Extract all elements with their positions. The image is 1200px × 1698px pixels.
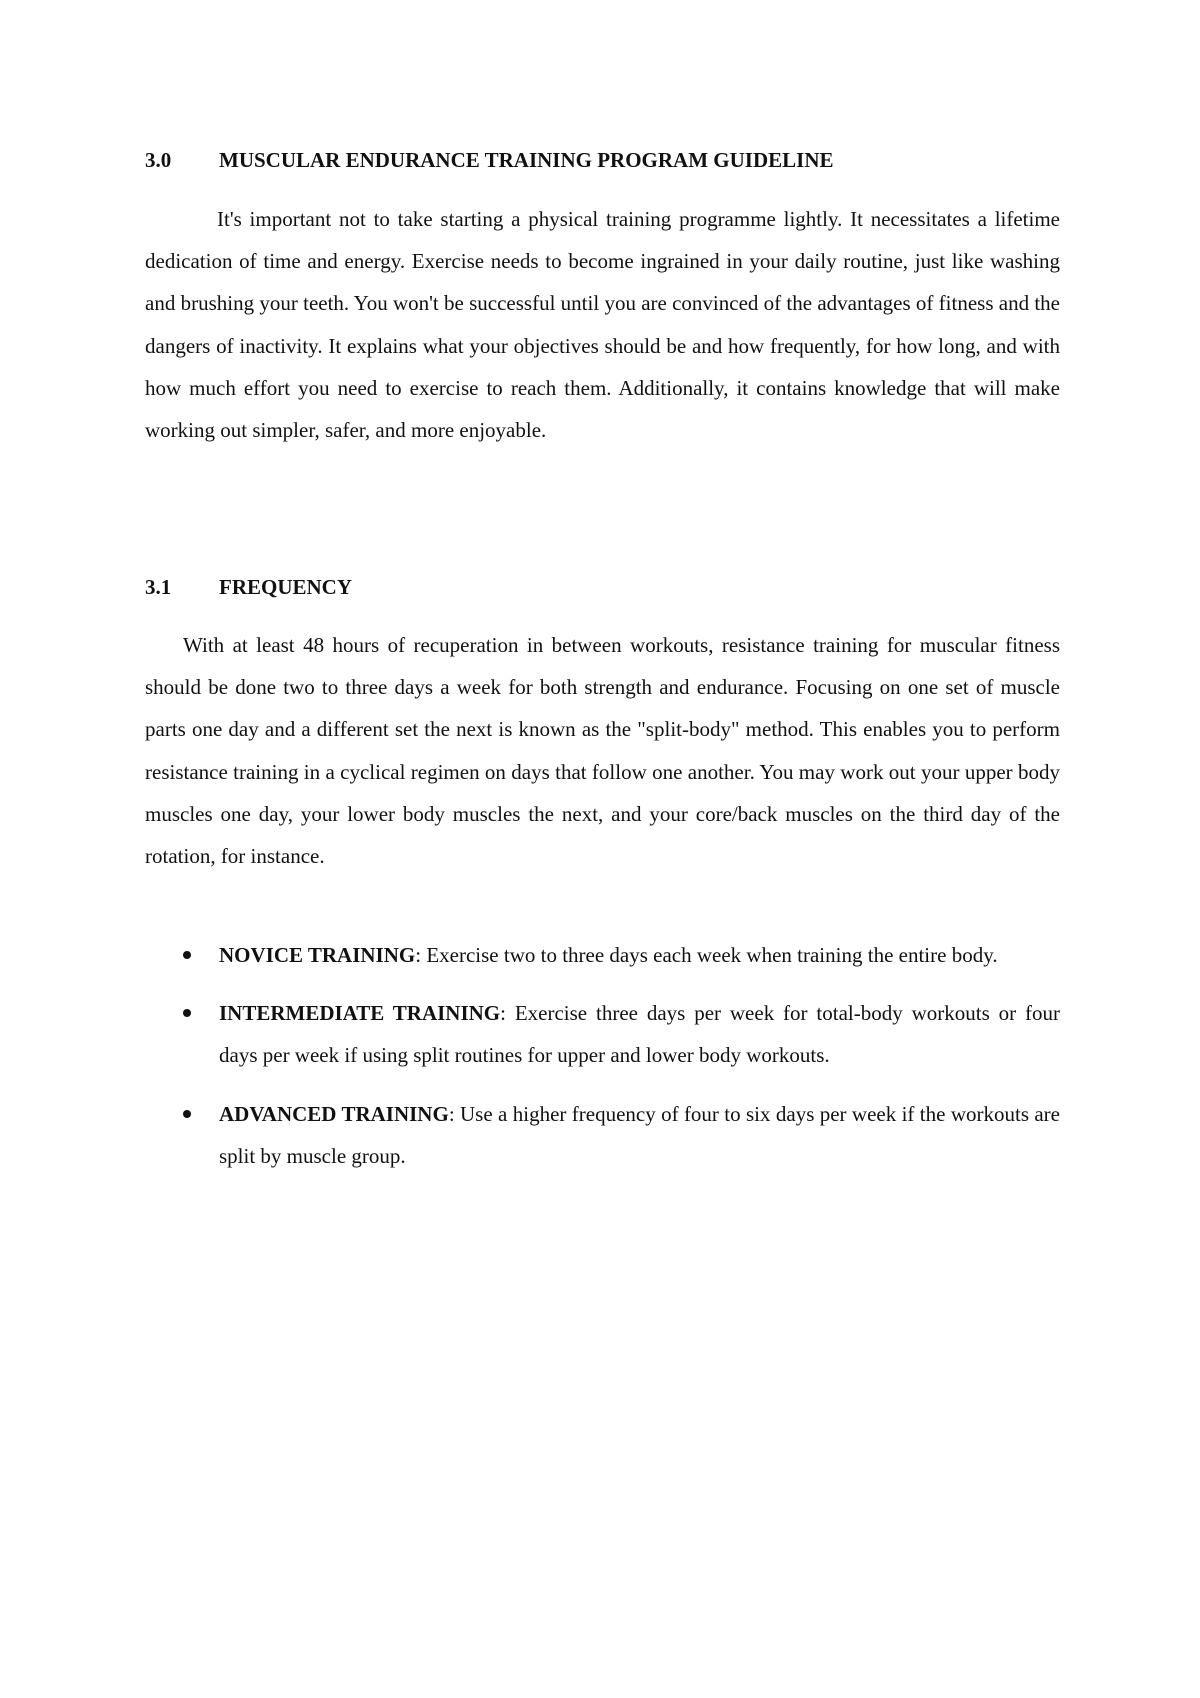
training-level-list <box>145 934 1060 1193</box>
bullet-icon <box>183 1009 191 1017</box>
bullet-text: : Use a higher frequency of four to six days per week if the workouts are split by muscle group. <box>219 1101 1060 1168</box>
section-title: FREQUENCY <box>219 575 353 599</box>
bullet-icon <box>183 951 191 959</box>
section-title: MUSCULAR ENDURANCE TRAINING PROGRAM GUIDELINE <box>219 148 834 172</box>
intro-paragraph: It's important not to take starting a physical training programme lightly. It necessitates a lifetime dedication of time and energy. Exercise needs to become ingrained in your daily routine, just like washing and brushing your teeth. You won't be successful until you are convinced of the advantages of fitness and the dangers of inactivity. It explains what your objectives should be and how frequently, for how long, and with how much effort you need to exercise to reach them. Additionally, it contains knowledge that will make working out simpler, safer, and more enjoyable. <box>145 207 1060 443</box>
list-item-advanced <box>145 1093 1060 1177</box>
list-item-novice <box>145 934 1060 976</box>
bullet-term: ADVANCED TRAINING <box>219 1101 449 1126</box>
bullet-icon <box>183 1110 191 1118</box>
frequency-paragraph: With at least 48 hours of recuperation in between workouts, resistance training for muscular fitness should be done two to three days a week for both strength and endurance. Focusing on one set of muscle parts one day and a different set the next is known as the "split-body" method. This enables you to perform resistance training in a cyclical regimen on days that follow one another. You may work out your upper body muscles one day, your lower body muscles the next, and your core/back muscles on the third day of the rotation, for instance. <box>145 633 1060 869</box>
bullet-term: INTERMEDIATE TRAINING <box>219 1001 501 1026</box>
section-number: 3.1 <box>145 575 172 599</box>
section-number: 3.0 <box>145 148 172 172</box>
bullet-term: NOVICE TRAINING <box>219 943 416 967</box>
section-heading-3-1 <box>145 572 1065 602</box>
section-heading-3-0 <box>145 145 1065 175</box>
bullet-text: : Exercise three days per week for total-body workouts or four days per week if using split routines for upper and lower body workouts. <box>219 1001 1060 1068</box>
bullet-text: : Exercise two to three days each week when training the entire body. <box>415 943 998 967</box>
list-item-intermediate <box>145 992 1060 1076</box>
